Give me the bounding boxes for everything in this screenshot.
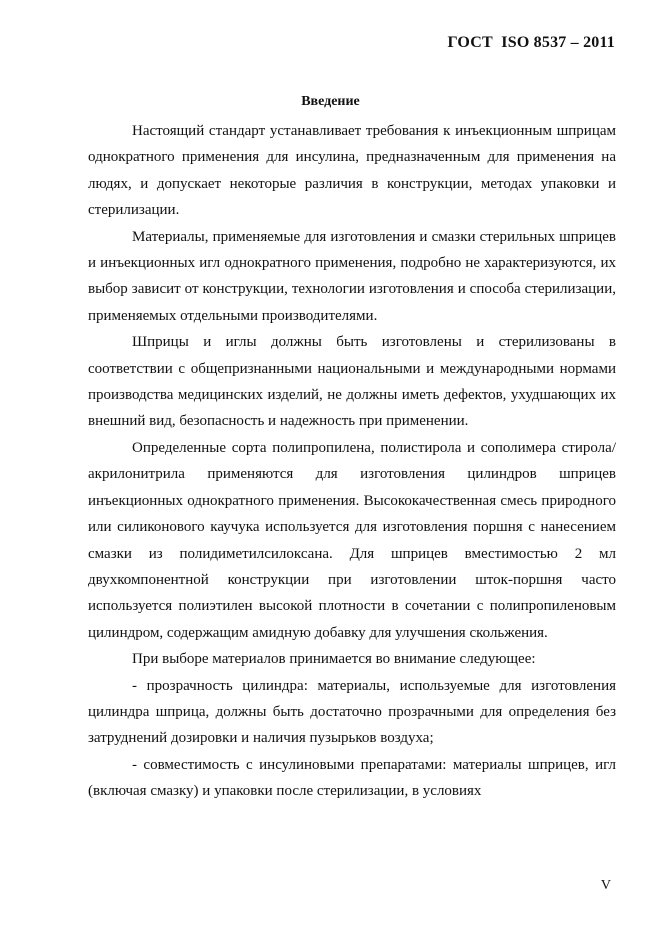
- paragraph: Определенные сорта полипропилена, полистирола и сополимера стирола/акрилонитрила применяются для изготовления цилиндров шприцев инъекционных однократного применения. Высококачественная смесь природного или силиконового каучука используется для изготовления поршня с нанесением смазки из полидиметилсилоксана. Для шприцев вместимостью 2 мл двухкомпонентной конструкции при изготовлении шток-поршня часто используется полиэтилен высокой плотности в сочетании с полипропиленовым цилиндром, содержащим амидную добавку для улучшения скольжения.: [88, 439, 616, 641]
- section-title: Введение: [301, 94, 360, 109]
- paragraph: Материалы, применяемые для изготовления и смазки стерильных шприцев и инъекционных игл однократного применения, подробно не характеризуются, их выбор зависит от конструкции, технологии изготовления и способа стерилизации, применяемых отдельными производителями.: [88, 228, 616, 324]
- page-number: V: [600, 878, 611, 893]
- paragraph: - прозрачность цилиндра: материалы, используемые для изготовления цилиндра шприца, должны быть достаточно прозрачными для определения без затруднений дозировки и наличия пузырьков воздуха;: [88, 677, 616, 747]
- paragraph: При выборе материалов принимается во внимание следующее:: [132, 651, 536, 668]
- paragraph: Шприцы и иглы должны быть изготовлены и стерилизованы в соответствии с общепризнанными национальными и международными нормами производства медицинских изделий, не должны иметь дефектов, ухудшающих их внешний вид, безопасность и надежность при применении.: [88, 334, 616, 430]
- document-body: [88, 118, 616, 805]
- paragraph: Настоящий стандарт устанавливает требования к инъекционным шприцам однократного применения для инсулина, предназначенным для применения на людях, и допускает некоторые различия в конструкции, методах упаковки и стерилизации.: [88, 123, 616, 219]
- paragraph: - совместимость с инсулиновыми препаратами: материалы шприцев, игл (включая смазку) и упаковки после стерилизации, в условиях: [88, 756, 616, 800]
- standard-code-header: ГОСТ ISO 8537 – 2011: [447, 34, 615, 51]
